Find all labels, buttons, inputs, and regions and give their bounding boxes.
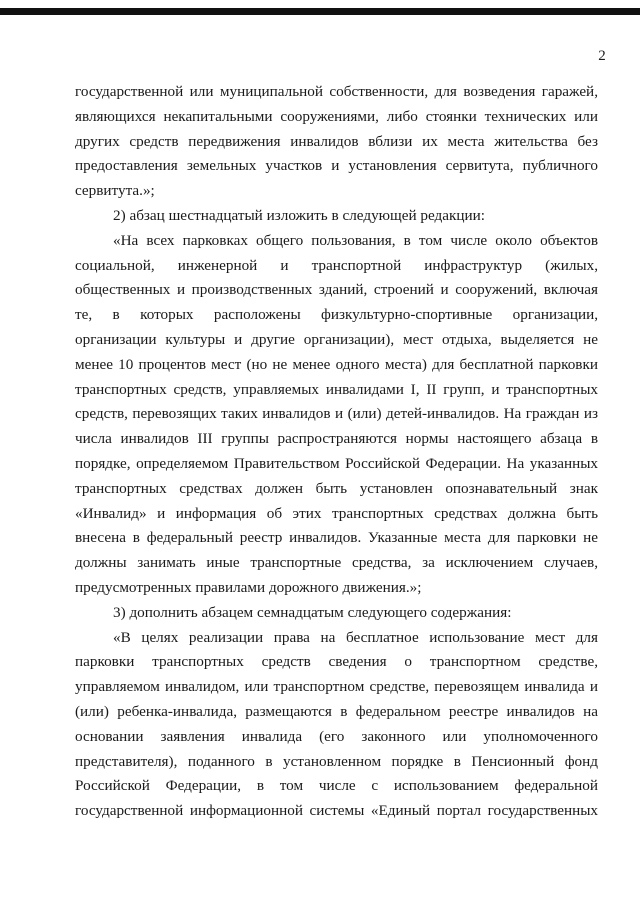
text-line: государственной или муниципальной собственности, для возведения гаражей,: [75, 83, 598, 100]
text-line: предоставления земельных участков и установления сервитута, публичного: [75, 157, 598, 175]
text-line: должны занимать иные транспортные средства, за исключением случаев,: [75, 554, 598, 572]
text-line: (или) ребенка-инвалида, размещаются в федеральном реестре инвалидов на: [75, 702, 598, 720]
top-scan-border: [0, 8, 640, 15]
text-line: числа инвалидов III группы распространяются нормы настоящего абзаца в: [75, 430, 598, 448]
text-line: социальной, инженерной и транспортной инфраструктур (жилых,: [75, 256, 598, 274]
paragraph-p3: [75, 229, 598, 601]
text-line: общественных и производственных зданий, строений и сооружений, включая: [75, 281, 598, 299]
text-line: 2) абзац шестнадцатый изложить в следующей редакции:: [113, 206, 485, 224]
text-line: других средств передвижения инвалидов вблизи их места жительства без: [75, 132, 598, 150]
paragraph-p4: [75, 601, 598, 626]
text-line: являющихся некапитальными сооружениями, либо стоянки технических или: [75, 107, 598, 125]
page-number: 2: [598, 48, 606, 64]
text-line: сервитута.»;: [75, 182, 155, 200]
text-line: 3) дополнить абзацем семнадцатым следующего содержания:: [113, 603, 512, 621]
text-line: парковки транспортных средств сведения о транспортном средстве,: [75, 653, 598, 671]
text-line: внесена в федеральный реестр инвалидов. Указанные места для парковки не: [75, 529, 598, 547]
text-line: транспортных средств, управляемых инвалидами I, II групп, и транспортных: [75, 380, 598, 398]
text-line: порядке, определяемом Правительством Российской Федерации. На указанных: [75, 454, 598, 472]
text-line: те, в которых расположены физкультурно-спортивные организации,: [75, 306, 598, 324]
text-line: представителя), поданного в установленном порядке в Пенсионный фонд: [75, 752, 598, 770]
text-line: «Инвалид» и информация об этих транспортных средствах должна быть: [75, 504, 598, 522]
text-line: государственной информационной системы «Единый портал государственных: [75, 802, 598, 820]
text-line: предусмотренных правилами дорожного движения.»;: [75, 578, 422, 596]
text-line: управляемом инвалидом, или транспортном средстве, перевозящем инвалида и: [75, 678, 598, 696]
text-line: организации культуры и другие организации), мест отдыха, выделяется не: [75, 330, 598, 348]
text-line: «В целях реализации права на бесплатное использование мест для: [113, 628, 598, 646]
text-line: менее 10 процентов мест (но не менее одного места) для бесплатной парковки: [75, 355, 598, 373]
paragraph-p1: [75, 80, 598, 204]
paragraph-p2: [75, 204, 598, 229]
text-line: основании заявления инвалида (его законного или уполномоченного: [75, 727, 598, 745]
text-line: Российской Федерации, в том числе с использованием федеральной: [75, 777, 598, 795]
paragraph-p5: [75, 626, 598, 824]
text-line: средств, перевозящих таких инвалидов и (или) детей-инвалидов. На граждан из: [75, 405, 598, 423]
text-line: транспортных средствах должен быть установлен опознавательный знак: [75, 479, 598, 497]
document-body: [75, 80, 598, 824]
text-line: «На всех парковках общего пользования, в том числе около объектов: [113, 231, 598, 249]
